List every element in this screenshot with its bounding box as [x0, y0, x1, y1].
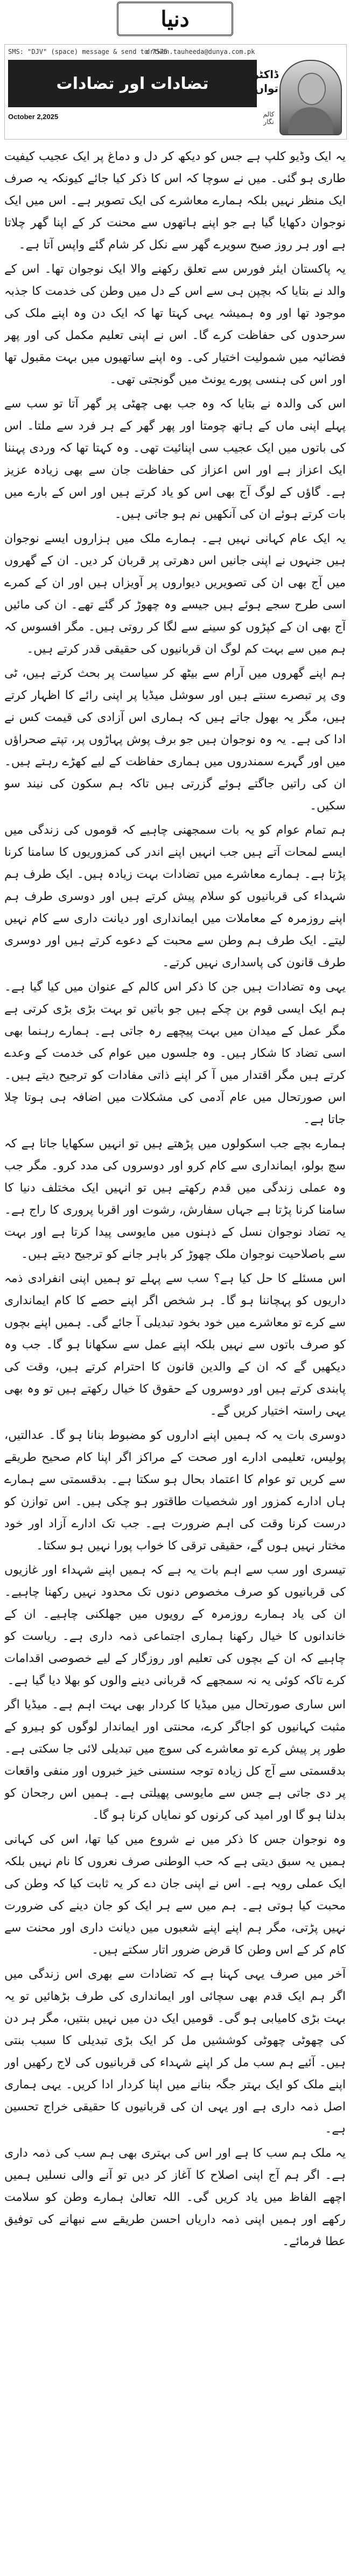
column-title: تضادات اور تضادات — [8, 60, 257, 107]
article-paragraph: یہی وہ تضادات ہیں جن کا ذکر اس کالم کے عنوان میں کیا گیا ہے۔ ہم ایک ایسی قوم بن چکے ہیں جو باتیں تو بہت بڑی بڑی کرتی ہے مگر عمل کے میدان میں بہت پیچھے رہ جاتی ہے۔ ہمارے رہنما بھی اسی تضاد کا شکار ہیں۔ وہ جلسوں میں عوام کی خدمت کے وعدے کرتے ہیں مگر اقتدار میں آ کر اپنے ذاتی مفادات کو ترجیح دیتے ہیں۔ اس صورتحال میں عام آدمی کی مشکلات میں اضافہ ہی ہوتا چلا جاتا ہے۔ — [4, 980, 346, 1126]
author-block — [253, 57, 342, 135]
article-paragraph: دوسری بات یہ کہ ہمیں اپنے اداروں کو مضبوط بنانا ہو گا۔ عدالتیں، پولیس، تعلیمی ادارے اور صحت کے مراکز اگر اپنا کام صحیح طریقے سے کریں تو عوام کا اعتماد بحال ہو سکتا ہے۔ بدقسمتی سے ہمارے ہاں ادارے کمزور اور شخصیات طاقتور ہو چکی ہیں۔ اس توازن کو درست کرنا وقت کی اہم ضرورت ہے۔ جب تک ادارے آزاد اور خود مختار نہیں ہوں گے، حقیقی ترقی کا خواب پورا نہیں ہو سکتا۔ — [4, 1429, 346, 1553]
article-paragraph: اس ساری صورتحال میں میڈیا کا کردار بھی بہت اہم ہے۔ میڈیا اگر مثبت کہانیوں کو اجاگر کرے، محنتی اور ایماندار لوگوں کو ہیرو کے طور پر پیش کرے تو معاشرے کی سوچ میں تبدیلی لائی جا سکتی ہے۔ بدقسمتی سے آج کل زیادہ توجہ سنسنی خیز خبروں اور منفی واقعات پر دی جاتی ہے جس سے مایوسی پھیلتی ہے۔ ہمیں اس رجحان کو بدلنا ہو گا اور امید کی کرنوں کو نمایاں کرنا ہو گا۔ — [4, 1698, 346, 1822]
column-date: October 2,2025 — [8, 113, 59, 121]
author-subtitle: کالم نگار — [263, 110, 275, 126]
article-paragraph: ہم تمام عوام کو یہ بات سمجھنی چاہیے کہ قوموں کی زندگی میں ایسے لمحات آتے ہیں جب انہیں اپنے اندر کی کمزوریوں کا سامنا کرنا پڑتا ہے۔ ہمارے معاشرے میں تضادات بہت زیادہ ہیں۔ ایک طرف ہم شہداء کی قربانیوں کو سلام پیش کرتے ہیں اور دوسری طرف ہم اپنے روزمرہ کے معاملات میں ایمانداری اور دیانت داری سے کام نہیں لیتے۔ ایک طرف ہم وطن سے محبت کے دعوے کرتے ہیں اور دوسری طرف قانون کی پاسداری نہیں کرتے۔ — [4, 823, 346, 970]
newspaper-logo: دنیا — [117, 2, 233, 36]
article-paragraph: ہمارے بچے جب اسکولوں میں پڑھتے ہیں تو انہیں سکھایا جاتا ہے کہ سچ بولو، ایمانداری سے کام کرو اور دوسروں کی مدد کرو۔ مگر جب وہ عملی زندگی میں قدم رکھتے ہیں تو انہیں ایک مختلف دنیا کا سامنا کرنا پڑتا ہے جہاں سفارش، رشوت اور اقربا پروری کا راج ہے۔ یہ تضاد نوجوان نسل کے ذہنوں میں مایوسی پیدا کرتا ہے اور بہت سے باصلاحیت نوجوان ملک چھوڑ کر باہر جانے کو ترجیح دیتے ہیں۔ — [4, 1137, 346, 1261]
column-header — [4, 44, 347, 140]
article-paragraph: اس کی والدہ نے بتایا کہ وہ جب بھی چھٹی پر گھر آتا تو سب سے پہلے اپنی ماں کے ہاتھ چومتا اور پھر گھر کے ہر فرد سے ملتا۔ اس کی باتوں میں ایک عجیب سی اپنائیت تھی۔ وہ کہتا تھا کہ وردی پہننا ایک اعزاز ہے اور اس اعزاز کی حفاظت جان سے بھی زیادہ عزیز ہے۔ گاؤں کے لوگ آج بھی اس کو یاد کرتے ہیں اور اس کے بارے میں بات کرتے ہوئے ان کی آنکھیں نم ہو جاتی ہیں۔ — [4, 397, 346, 521]
article-paragraph: یہ پاکستان ایئر فورس سے تعلق رکھنے والا ایک نوجوان تھا۔ اس کے والد نے بتایا کہ بچپن ہی سے اس کے دل میں وطن کی خدمت کا جذبہ موجود تھا اور وہ ہمیشہ یہی کہتا تھا کہ ایک دن وہ اپنے ملک کی سرحدوں کی حفاظت کرے گا۔ اس نے اپنی تعلیم مکمل کی اور پھر فضائیہ میں شمولیت اختیار کی۔ وہ اپنے ساتھیوں میں بہت مقبول تھا اور اس کی ہنسی پورے یونٹ میں گونجتی تھی۔ — [4, 262, 346, 386]
article-paragraph: وہ نوجوان جس کا ذکر میں نے شروع میں کیا تھا، اس کی کہانی ہمیں یہ سبق دیتی ہے کہ حب الوطنی صرف نعروں کا نام نہیں بلکہ ایک عملی رویہ ہے۔ اس نے اپنی جان دے کر یہ ثابت کیا کہ وطن کی محبت کیا ہوتی ہے۔ ہم میں سے ہر ایک کو جان دینے کی ضرورت نہیں پڑتی، مگر ہم اپنے اپنے شعبوں میں دیانت داری اور محنت سے کام کر کے اس وطن کا قرض ضرور اتار سکتے ہیں۔ — [4, 1833, 346, 1957]
author-photo — [279, 60, 342, 135]
article-paragraph: یہ ایک وڈیو کلپ ہے جس کو دیکھ کر دل و دماغ پر ایک عجیب کیفیت طاری ہو گئی۔ میں نے سوچا کہ اس کا ذکر کیا جائے کیونکہ یہ صرف ایک منظر نہیں بلکہ ہمارے معاشرے کی ایک تصویر ہے۔ اس میں ایک نوجوان دکھایا گیا ہے جو اپنے ہاتھوں سے محنت کر کے اپنا گھر چلاتا ہے اور ہر روز صبح سویرے گھر سے نکل کر شام گئے واپس آتا ہے۔ — [4, 150, 346, 252]
article-paragraph: ہم اپنے گھروں میں آرام سے بیٹھ کر سیاست پر بحث کرتے ہیں، ٹی وی پر تبصرے سنتے ہیں اور سوشل میڈیا پر اپنی رائے کا اظہار کرتے ہیں، مگر یہ بھول جاتے ہیں کہ ہماری اس آزادی کی قیمت کس نے ادا کی ہے۔ یہ وہ نوجوان ہیں جو برف پوش پہاڑوں پر، تپتے صحراؤں میں اور گہرے سمندروں میں ہماری حفاظت کے لیے کھڑے رہتے ہیں۔ ان کی راتیں جاگتے ہوئے گزرتی ہیں تاکہ ہم سکون کی نیند سو سکیں۔ — [4, 667, 346, 813]
sms-line: SMS: "DJV" (space) message & send to 7575 — [8, 48, 168, 56]
article-paragraph: آخر میں صرف یہی کہنا ہے کہ تضادات سے بھری اس زندگی میں اگر ہم ایک قدم بھی سچائی اور ایمانداری کی طرف بڑھائیں تو یہ بہت بڑی کامیابی ہو گی۔ قومیں ایک دن میں نہیں بنتیں، مگر ہر دن کی چھوٹی چھوٹی کوششیں مل کر ایک بڑی تبدیلی کا سبب بنتی ہیں۔ آئیے ہم سب مل کر اپنے شہداء کی قربانیوں کی لاج رکھیں اور اپنے ملک کو ایک بہتر جگہ بنانے میں اپنا کردار ادا کریں۔ یہی ہماری اصل ذمہ داری ہے اور یہی ان کی قربانیوں کا حقیقی خراج تحسین ہے۔ — [4, 1968, 346, 2136]
article-paragraph: یہ ایک عام کہانی نہیں ہے۔ ہمارے ملک میں ہزاروں ایسے نوجوان ہیں جنہوں نے اپنی جانیں اس دھرتی پر قربان کر دیں۔ ان کے گھروں میں آج بھی ان کی تصویریں دیواروں پر آویزاں ہیں اور ان کے کمرے اسی طرح سجے ہوئے ہیں جیسے وہ چھوڑ کر گئے تھے۔ ان کی مائیں آج بھی ان کے کپڑوں کو سینے سے لگا کر روتی ہیں۔ مگر افسوس کہ ہم میں سے بہت کم لوگ ان قربانیوں کی حقیقی قدر کرتے ہیں۔ — [4, 532, 346, 656]
article-body — [4, 146, 346, 2565]
article-paragraph: اس مسئلے کا حل کیا ہے؟ سب سے پہلے تو ہمیں اپنی انفرادی ذمہ داریوں کو پہچاننا ہو گا۔ ہر شخص اگر اپنے حصے کا کام ایمانداری سے کرے تو معاشرے میں خود بخود تبدیلی آ جائے گی۔ ہمیں اپنے بچوں کو صرف باتوں سے نہیں بلکہ اپنے عمل سے سکھانا ہو گا۔ جب وہ دیکھیں گے کہ ان کے والدین قانون کا احترام کرتے ہیں، وقت کی پابندی کرتے ہیں اور دوسروں کے حقوق کا خیال رکھتے ہیں تو وہ بھی یہی راستہ اختیار کریں گے۔ — [4, 1272, 346, 1418]
article-paragraph: تیسری اور سب سے اہم بات یہ ہے کہ ہمیں اپنے شہداء اور غازیوں کی قربانیوں کو صرف مخصوص دنوں تک محدود نہیں رکھنا چاہیے۔ ان کی یاد ہمارے روزمرہ کے رویوں میں جھلکنی چاہیے۔ ان کے خاندانوں کا خیال رکھنا ہماری اجتماعی ذمہ داری ہے۔ ریاست کو چاہیے کہ ان کے بچوں کی تعلیم اور روزگار کے لیے خصوصی اقدامات کرے تاکہ کوئی یہ نہ سمجھے کہ قربانی دینے والوں کو بھلا دیا گیا ہے۔ — [4, 1563, 346, 1687]
author-name: ڈاکٹر تواں — [253, 68, 278, 95]
masthead — [0, 0, 350, 38]
article-paragraph: یہ ملک ہم سب کا ہے اور اس کی بہتری بھی ہم سب کی ذمہ داری ہے۔ اگر ہم آج اپنی اصلاح کا آغاز کر دیں تو آنے والی نسلیں ہمیں اچھے الفاظ میں یاد کریں گی۔ اللہ تعالیٰ ہمارے وطن کو سلامت رکھے اور ہمیں اپنی ذمہ داریاں احسن طریقے سے نبھانے کی توفیق عطا فرمائے۔ — [4, 2146, 346, 2248]
author-email[interactable]: drtwan.tauheeda@dunya.com.pk — [146, 48, 255, 56]
